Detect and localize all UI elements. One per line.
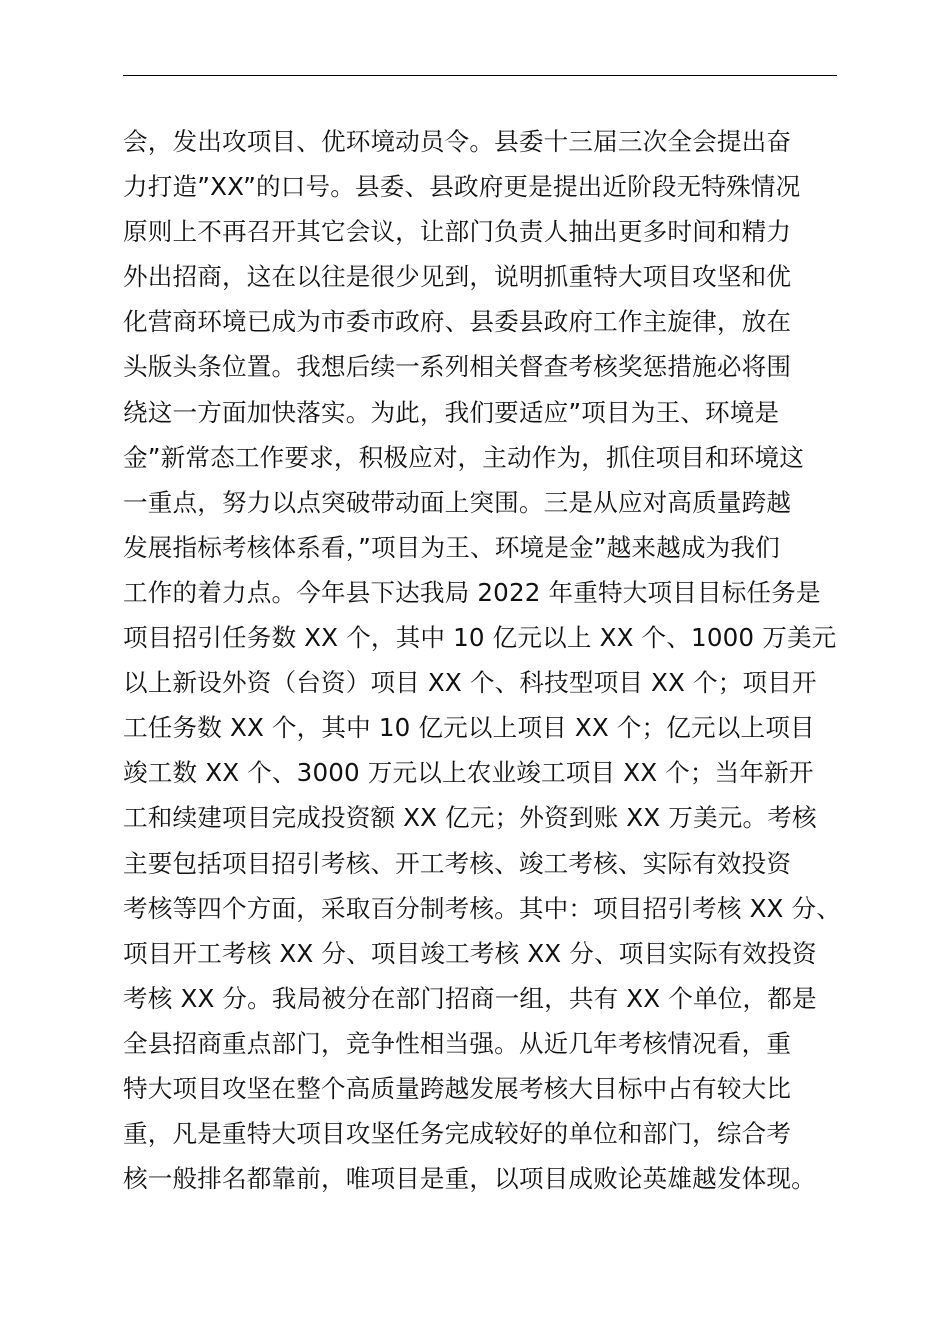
text-line: 核一般排名都靠前，唯项目是重，以项目成败论英雄越发体现。 (123, 1164, 816, 1194)
text-line: 一重点，努力以点突破带动面上突围。三是从应对高质量跨越 (123, 487, 792, 517)
header-rule (123, 75, 837, 76)
text-line: 外出招商，这在以往是很少见到，说明抓重特大项目攻坚和优 (123, 262, 792, 292)
text-line: 绕这一方面加快落实。为此，我们要适应”项目为王、环境是 (123, 397, 780, 427)
text-line: 头版头条位置。我想后续一系列相关督查考核奖惩措施必将围 (123, 352, 792, 382)
text-line: 竣工数 XX 个、3000 万元以上农业竣工项目 XX 个；当年新开 (123, 758, 814, 788)
text-line: 项目招引任务数 XX 个，其中 10 亿元以上 XX 个、1000 万美元 (123, 623, 837, 653)
text-line: 工和续建项目完成投资额 XX 亿元；外资到账 XX 万美元。考核 (123, 803, 817, 833)
text-line: 金”新常态工作要求，积极应对，主动作为，抓住项目和环境这 (123, 442, 804, 472)
text-line: 原则上不再召开其它会议，让部门负责人抽出更多时间和精力 (123, 217, 792, 247)
text-line: 力打造”XX”的口号。县委、县政府更是提出近阶段无特殊情况 (123, 172, 801, 202)
text-line: 项目开工考核 XX 分、项目竣工考核 XX 分、项目实际有效投资 (123, 938, 817, 968)
text-line: 考核等四个方面，采取百分制考核。其中：项目招引考核 XX 分、 (123, 893, 842, 923)
text-line: 工任务数 XX 个，其中 10 亿元以上项目 XX 个；亿元以上项目 (123, 713, 815, 743)
text-line: 会，发出攻项目、优环境动员令。县委十三届三次全会提出奋 (123, 127, 792, 156)
text-line: 工作的着力点。今年县下达我局 2022 年重特大项目目标任务是 (123, 577, 821, 607)
text-line: 主要包括项目招引考核、开工考核、竣工考核、实际有效投资 (123, 848, 792, 878)
text-line: 考核 XX 分。我局被分在部门招商一组，共有 XX 个单位，都是 (123, 983, 817, 1013)
text-line: 化营商环境已成为市委市政府、县委县政府工作主旋律，放在 (123, 307, 792, 337)
text-line: 全县招商重点部门，竞争性相当强。从近几年考核情况看，重 (123, 1028, 792, 1058)
text-line: 特大项目攻坚在整个高质量跨越发展考核大目标中占有较大比 (123, 1073, 792, 1103)
body-paragraph (123, 119, 858, 1201)
text-line: 重，凡是重特大项目攻坚任务完成较好的单位和部门，综合考 (123, 1119, 792, 1149)
text-line: 以上新设外资（台资）项目 XX 个、科技型项目 XX 个；项目开 (123, 668, 817, 698)
text-line: 发展指标考核体系看，”项目为王、环境是金”越来越成为我们 (123, 532, 780, 562)
